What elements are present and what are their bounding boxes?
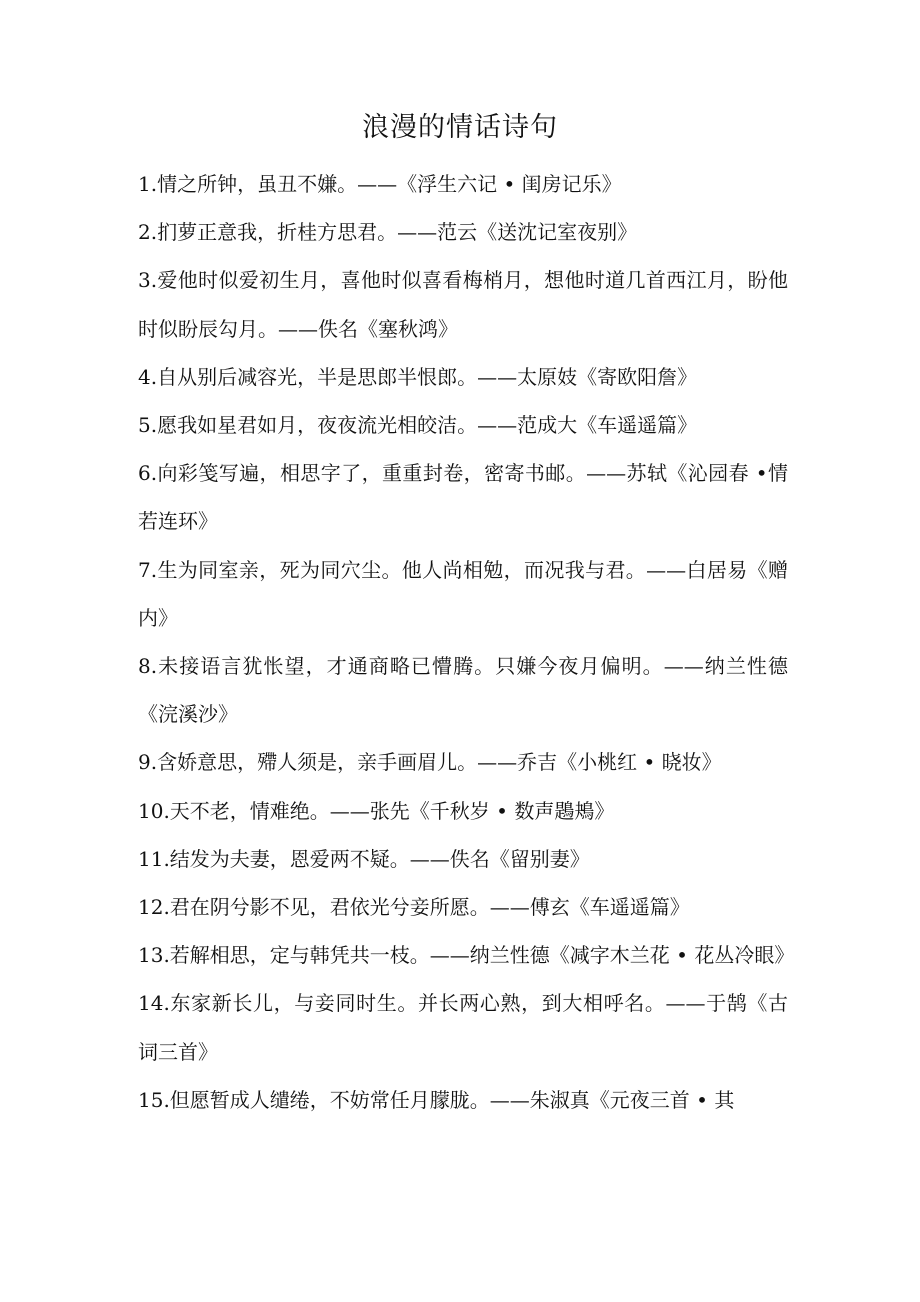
list-item: 1.情之所钟，虽丑不嫌。——《浮生六记 • 闺房记乐》 [138, 172, 622, 196]
document-title: 浪漫的情话诗句 [362, 112, 558, 143]
list-item: 9.含娇意思，殢人须是，亲手画眉儿。——乔吉《小桃红 • 晓妆》 [138, 750, 722, 775]
list-item: 4.自从别后减容光，半是思郎半恨郎。——太原妓《寄欧阳詹》 [138, 364, 698, 389]
list-item: 3.爱他时似爱初生月，喜他时似喜看梅梢月，想他时道几首西江月，盼他时似盼辰勾月。——佚名《塞秋鸿》 [138, 268, 788, 341]
list-item: 11.结发为夫妻，恩爱两不疑。——佚名《留别妻》 [138, 846, 590, 871]
list-item: 14.东家新长儿，与妾同时生。并长两心熟，到大相呼名。——于鹄《古词三首》 [138, 991, 788, 1064]
list-item: 2.扪萝正意我，折桂方思君。——范云《送沈记室夜别》 [138, 220, 638, 245]
list-item: 8.未接语言犹怅望，才通商略已懵腾。只嫌今夜月偏明。——纳兰性德《浣溪沙》 [138, 654, 788, 727]
poem-list [138, 160, 795, 1124]
list-item: 15.但愿暂成人缱绻，不妨常任月朦胧。——朱淑真《元夜三首 • 其 [138, 1087, 735, 1112]
list-item: 13.若解相思，定与韩凭共一枝。——纳兰性德《减字木兰花 • 花丛冷眼》 [138, 943, 795, 968]
list-item: 6.向彩笺写遍，相思字了，重重封卷，密寄书邮。——苏轼《沁园春 •情若连环》 [138, 461, 788, 534]
list-item: 7.生为同室亲，死为同穴尘。他人尚相勉，而况我与君。——白居易《赠内》 [138, 557, 788, 630]
list-item: 5.愿我如星君如月，夜夜流光相皎洁。——范成大《车遥遥篇》 [138, 413, 698, 438]
list-item: 10.天不老，情难绝。——张先《千秋岁 • 数声鶗鴂》 [138, 798, 615, 823]
list-item: 12.君在阴兮影不见，君依光兮妾所愿。——傅玄《车遥遥篇》 [138, 895, 690, 920]
